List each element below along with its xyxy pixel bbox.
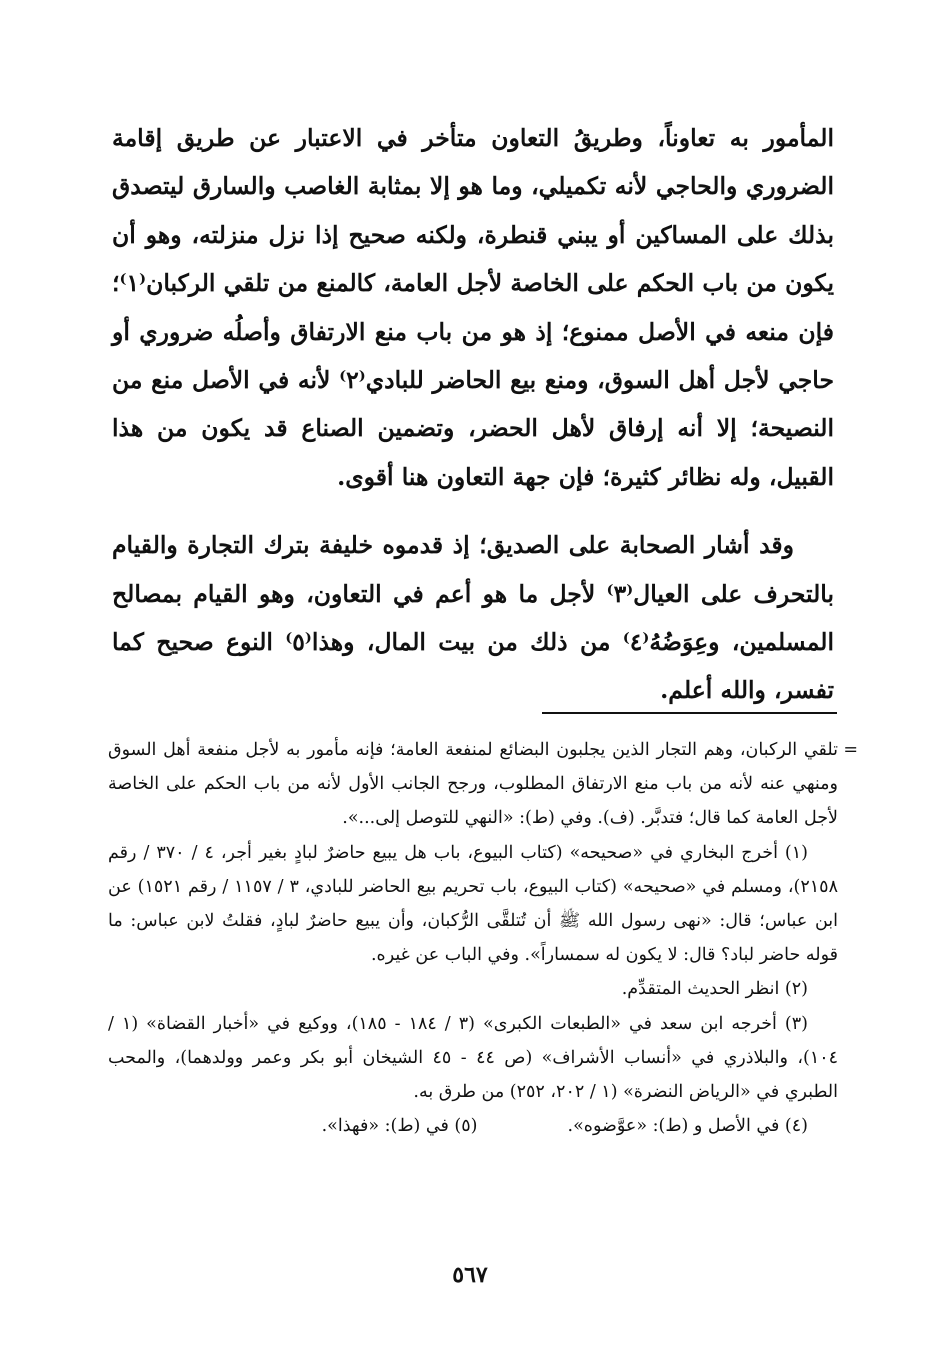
footnote-continuation: [108, 733, 858, 836]
continuation-marker: =: [843, 740, 858, 760]
footnote-1: (١) أخرج البخاري في «صحيحه» (كتاب البيوع، باب هل يبيع حاضرٌ لبادٍ بغير أجر، ٤ / ٣٧٠ / رقم ٢١٥٨)، ومسلم في «صحيحه» (كتاب البيوع، باب تحريم بيع الحاضر للبادي، ٣ / ١١٥٧ / رقم ١٥٢١) عن ابن عباس؛ قال: «نهى رسول الله ﷺ أن تُتلقَّى الرُّكبان، وأن يبيع حاضرٌ لبادٍ، فقلتُ لابن عباس: ما قوله حاضر لباد؟ قال: لا يكون له سمساراً». وفي الباب عن غيره.: [108, 842, 838, 966]
footnote-5: (٥) في (ط): «فهذا».: [321, 1116, 478, 1137]
footnotes-4-5-row: [108, 1109, 838, 1143]
main-paragraph-1: المأمور به تعاوناً، وطريقُ التعاون متأخر في الاعتبار عن طريق إقامة الضروري والحاجي لأنه تكميلي، وما هو إلا بمثابة الغاصب والسارق ليتصدق بذلك على المساكين أو يبني قنطرة، ولكنه صحيح إذا نزل منزلته، وهو أن يكون من باب الحكم على الخاصة لأجل العامة، كالمنع من تلقي الركبان⁽١⁾؛ فإن منعه في الأصل ممنوع؛ إذ هو من باب منع الارتفاق وأصلُه ضروري أو حاجي لأجل أهل السوق، ومنع بيع الحاضر للبادي⁽٢⁾ لأنه في الأصل منع من النصيحة؛ إلا أنه إرفاق لأهل الحضر، وتضمين الصناع قد يكون من هذا القبيل، وله نظائر كثيرة؛ فإن جهة التعاون هنا أقوى.: [112, 124, 834, 491]
page-number: ٥٦٧: [452, 1262, 488, 1288]
footnote-2: (٢) انظر الحديث المتقدِّم.: [621, 979, 808, 1000]
main-paragraph-2: وقد أشار الصحابة على الصديق؛ إذ قدموه خليفة بترك التجارة والقيام بالتحرف على العيال⁽٣⁾ لأجل ما هو أعم في التعاون، وهو القيام بمصالح المسلمين، وعِوَضُهُ⁽٤⁾ من ذلك من بيت المال، وهذا⁽٥⁾ النوع صحيح كما تفسر، والله أعلم.: [112, 531, 835, 705]
footnote-4: (٤) في الأصل و (ط): «عوَّضوه».: [567, 1116, 808, 1137]
footnotes: [108, 733, 858, 1143]
footnote-separator: [542, 712, 837, 714]
footnote-3: (٣) أخرجه ابن سعد في «الطبعات الكبرى» (٣ / ١٨٤ - ١٨٥)، ووكيع في «أخبار القضاة» (١ / ١٠٤)، والبلاذري في «أنساب الأشراف» (ص ٤٤ - ٤٥ الشيخان أبو بكر وعمر وولدهما)، والمحب الطبري في «الرياض النضرة» (١ / ٢٠٢، ٢٥٢) من طرق به.: [108, 1013, 839, 1103]
main-text: [112, 114, 834, 715]
footnote-continuation-text: تلقي الركبان، وهم التجار الذين يجلبون البضائع لمنفعة العامة؛ فإنه مأمور به لأجل منفعة أهل السوق ومنهي عنه لأنه من باب منع الارتفاق المطلوب، ورجح الجانب الأول لأنه من باب الحكم على الخاصة لأجل العامة كما قال؛ فتدبَّر. (ف). وفي (ط): «النهي للتوصل إلى...».: [108, 740, 838, 829]
